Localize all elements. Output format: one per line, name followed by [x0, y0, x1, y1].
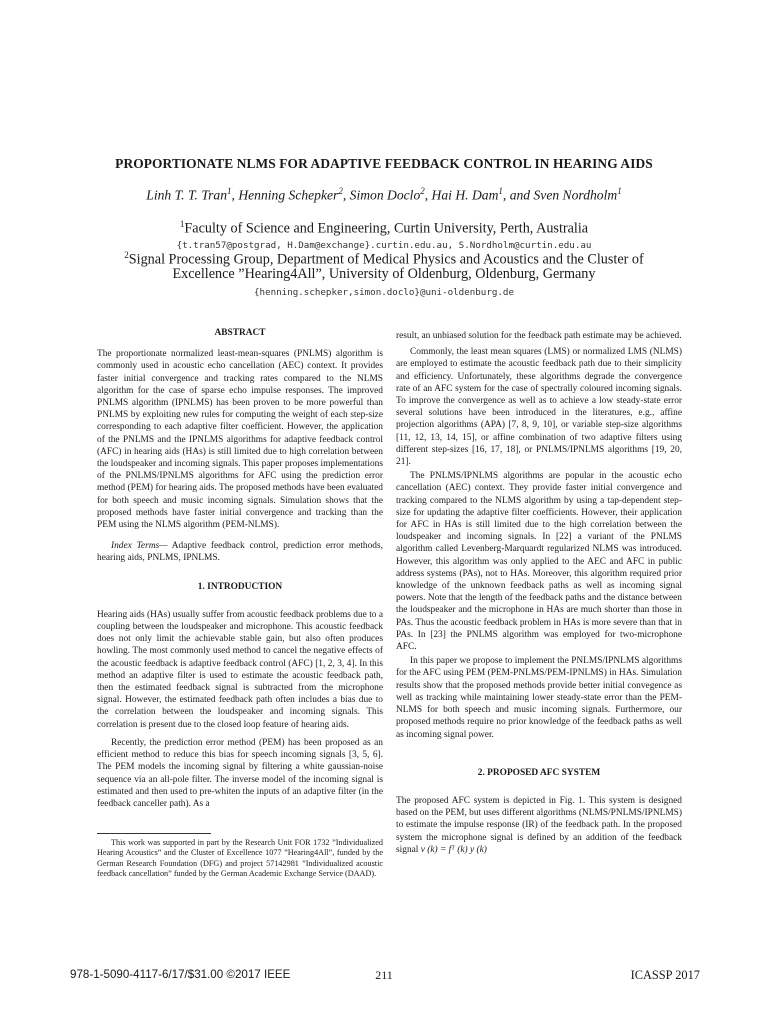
author-name: Sven Nordholm [533, 187, 618, 203]
paper-title: PROPORTIONATE NLMS FOR ADAPTIVE FEEDBACK CONTROL IN HEARING AIDS [115, 156, 653, 171]
author-name: Hai H. Dam [431, 187, 499, 203]
body-paragraph: The PNLMS/IPNLMS algorithms are popular in the acoustic echo cancellation (AEC) context. They provide faster initial convergence and tracking compared to the NLMS algorithm by using a tap-dependent step-size for updating the adaptive filter coefficients. However, their application for AFC in HAs is still limited due to the high correlation between the loudspeaker and incoming signals. In [22] a variant of the PNLMS algorithm called Levenberg-Marquardt regularized NLMS was introduced. However, this algorithm was only applied to the AEC and AFC in public address systems (PAs), not to HAs. Moreover, this algorithm required prior knowledge of the unknown feedback paths as well as incoming signal powers. Note that the length of the feedback paths and the distance between the loudspeaker and the microphone in HAs are much shorter than those in PAs. Thus the acoustic feedback problem in HAs is more severe than that in PAs. In [23] the PNLMS algorithm was employed for two-microphone AFC. [396, 471, 682, 653]
footnote-text: This work was supported in part by the Research Unit FOR 1732 ”Individualized Hearing Acoustics” and the Cluster of Excellence 1077 ”Hearing4All”, funded by the German Research Foundation (DFG) and project 57142981 ”Individualized acoustic feedback cancellation” funded by the German Academic Exchange Service (DAAD). [97, 838, 383, 878]
author-affiliation-mark: 2 [338, 186, 343, 196]
introduction-heading: 1. INTRODUCTION [197, 581, 283, 592]
introduction-paragraph: Recently, the prediction error method (PEM) has been proposed as an efficient method to reduce this bias for speech incoming signals [3, 5, 6]. The PEM models the incoming signal by filtering a white gaussian-noise sequence via an all-pole filter. The inverse model of the incoming signal is estimated and then used to pre-whiten the inputs of an adaptive filter (in the feedback canceller path). As a [97, 737, 383, 809]
author-separator: , [342, 187, 350, 203]
author-affiliation-mark: 1 [617, 186, 622, 196]
author-separator: , [231, 187, 239, 203]
abstract-heading: ABSTRACT [214, 328, 266, 338]
proposed-afc-heading: 2. PROPOSED AFC SYSTEM [477, 767, 601, 778]
equation-inline: v (k) = fᵀ (k) y (k) [418, 844, 487, 855]
footnote-rule [97, 833, 211, 834]
body-text: The proposed AFC system is depicted in Fig. 1. This system is designed based on the PEM, but uses different algorithms (NLMS/PNLMS/IPNLMS) to estimate the impulse response (IR) of the feedback path. In the proposed system the microphone signal is defined by an addition of the feedback signal [396, 795, 683, 855]
author-name: Simon Doclo [349, 187, 421, 203]
author-name: Linh T. T. Tran [146, 187, 228, 203]
body-paragraph: result, an unbiased solution for the feedback path estimate may be achieved. [396, 331, 682, 341]
index-terms-label: Index Terms— [111, 541, 168, 552]
footer-isbn: 978-1-5090-4117-6/17/$31.00 ©2017 IEEE [70, 968, 291, 981]
affiliation-1-email: {t.tran57@postgrad, H.Dam@exchange}.curtin.edu.au, S.Nordholm@curtin.edu.au [176, 240, 592, 251]
affiliation-text: Signal Processing Group, Department of Medical Physics and Acoustics and the Cluster of [128, 251, 644, 268]
footnote [97, 838, 383, 879]
introduction-paragraph: Hearing aids (HAs) usually suffer from acoustic feedback problems due to a coupling between the loudspeaker and microphone. This acoustic feedback does not only limit the achievable stable gain, but also often produces howling. The most commonly used method to cancel the negative effects of the acoustic feedback is adaptive feedback control (AFC) [1, 2, 3, 4]. In this method an adaptive filter is used to estimate the acoustic feedback path, then the estimated feedback signal is subtracted from the microphone signal. However, the estimated feedback path often includes a bias due to the correlation between the loudspeaker and incoming signals. This correlation is present due to the closed loop feature of hearing aids. [97, 609, 383, 730]
body-paragraph [396, 795, 682, 856]
affiliation-text: Faculty of Science and Engineering, Curtin University, Perth, Australia [184, 220, 589, 237]
author-affiliation-mark: 1 [498, 186, 503, 196]
affiliation-1 [0, 219, 768, 238]
affiliation-mark: 2 [124, 250, 129, 260]
index-terms [97, 540, 383, 564]
author-name: Henning Schepker [238, 187, 339, 203]
abstract-text: The proportionate normalized least-mean-squares (PNLMS) algorithm is commonly used in acoustic echo cancellation (AEC) context. It provides faster initial convergence and tracking rates compared to the NLMS algorithm for the case of sparse echo impulse responses. The improved PNLMS algorithm (IPNLMS) has been proven to be more powerful than PNLMS by exploiting new rules for computing the weight of each step-size corresponding to each adaptive filter coefficient. However, the application of the PNLMS and the IPNLMS algorithms for adaptive feedback control (AFC) in hearing aids (HAs) is still limited due to high correlation between the loudspeaker and incoming signals. This paper proposes implementations of the PNLMS/IPNLMS algorithms for AFC using the prediction error method (PEM) for hearing aids. The proposed methods have been evaluated for both speech and music incoming signals. Simulation shows that the proposed methods have faster initial convergence and tracking than the PEM using the NLMS algorithm (PEM-NLMS). [97, 349, 383, 531]
affiliation-mark: 1 [179, 219, 185, 229]
body-paragraph: In this paper we propose to implement the PNLMS/IPNLMS algorithms for the AFC using PEM (PEM-PNLMS/PEM-IPNLMS) in HAs. Simulation results show that the proposed methods provide better initial convegence as well as tracking while maintaining lower steady-state error than the PEM-NLMS for both speech and music incoming signals. Furthermore, our proposed methods require no prior knowledge of the feedback paths as well as incoming signal power. [396, 656, 682, 740]
left-column [97, 327, 383, 810]
author-separator: , [424, 187, 432, 203]
author-list [0, 186, 768, 204]
author-affiliation-mark: 2 [420, 186, 425, 196]
body-paragraph: Commonly, the least mean squares (LMS) or normalized LMS (NLMS) are employed to estimate the acoustic feedback path due to their simplicity and efficiency. Unfortunately, these algorithms degrade the convergence rate of an AFC system for the case of spectrally coloured incoming signals. To improve the convergence as well as to achieve a low steady-state error several solutions have been introduced in the literatures, e.g., affine projection algorithms (APA) [7, 8, 9, 10], or variable step-size algorithms [11, 12, 13, 14, 15], or affine combination of two adaptive filters using different step-sizes [16, 17, 18], or PNLMS/IPNLMS algorithms [19, 20, 21]. [396, 347, 682, 468]
page-number: 211 [375, 968, 393, 982]
affiliation-2-email: {henning.schepker,simon.doclo}@uni-oldenburg.de [254, 287, 514, 298]
author-separator: , and [502, 187, 534, 203]
author-affiliation-mark: 1 [227, 186, 232, 196]
right-column [396, 330, 682, 856]
footer-venue: ICASSP 2017 [630, 968, 700, 982]
index-terms-text: Adaptive feedback control, prediction error methods, hearing aids, PNLMS, IPNLMS. [97, 541, 383, 564]
affiliation-2-line2: Excellence ”Hearing4All”, University of Oldenburg, Oldenburg, Germany [172, 266, 596, 282]
